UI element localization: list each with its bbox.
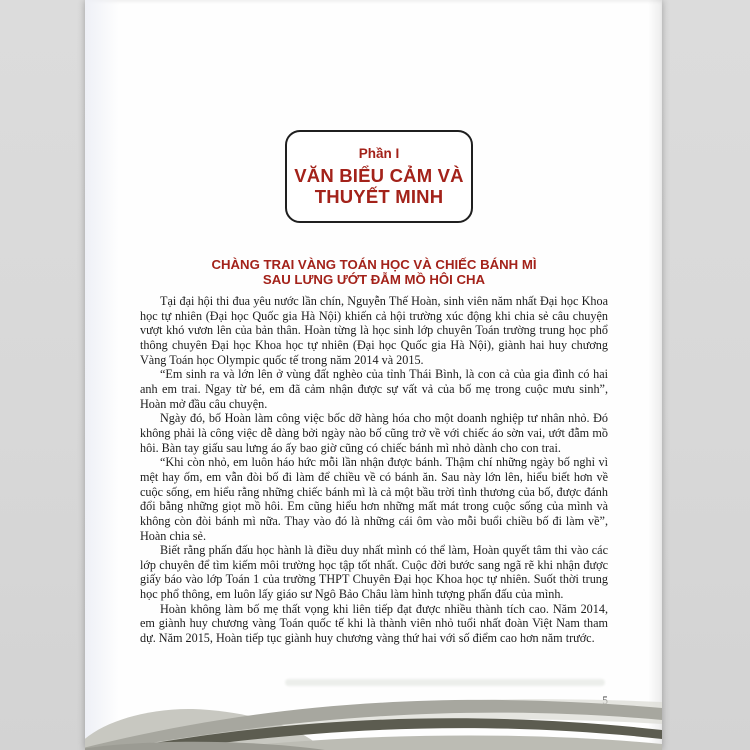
part-badge-title-line1: VĂN BIỂU CẢM VÀ bbox=[294, 164, 464, 186]
article-paragraph: “Khi còn nhỏ, em luôn háo hức mỗi lần nhận được bánh. Thậm chí những ngày bố nghỉ vì mệt hay ốm, em vẫn đòi bố đi làm để chiều về có bánh ăn. Sau này lớn lên, hiểu biết hơn về cuộc sống, em hiểu rằng những chiếc bánh mì là cả một bầu trời tình thương của bố, được đánh đổi bằng những giọt mồ hôi. Em cũng hiểu hơn những mất mát trong cuộc sống của mình và không còn đòi bánh mì nữa. Thay vào đó là những cái ôm vào mỗi buổi chiều bố đi làm về”, Hoàn chia sẻ. bbox=[140, 455, 608, 543]
article-title bbox=[140, 257, 608, 287]
article-paragraph: Tại đại hội thi đua yêu nước lần chín, Nguyễn Thế Hoàn, sinh viên năm nhất Đại học Khoa học tự nhiên (Đại học Quốc gia Hà Nội) khiến cả hội trường xúc động khi chia sẻ câu chuyện vượt khó vươn lên của bản thân. Hoàn từng là học sinh lớp chuyên Toán trường trung học phổ thông chuyên Đại học Khoa học tự nhiên (Đại học Quốc gia Hà Nội), giành hai huy chương Vàng Toán học Olympic quốc tế trong năm 2014 và 2015. bbox=[140, 294, 608, 367]
article-paragraph: Biết rằng phấn đấu học hành là điều duy nhất mình có thể làm, Hoàn quyết tâm thi vào các lớp chuyên để tìm kiếm môi trường học tập tốt nhất. Cuộc đời bước sang ngã rẽ khi nhận được giấy báo vào lớp Toán 1 của trường THPT Chuyên Đại học Khoa học tự nhiên. Suốt thời trung học phổ thông, em luôn lấy giáo sư Ngô Bảo Châu làm hình tượng phấn đấu của mình. bbox=[140, 543, 608, 602]
article-title-line1: CHÀNG TRAI VÀNG TOÁN HỌC VÀ CHIẾC BÁNH MÌ bbox=[211, 257, 537, 272]
part-badge-kicker: Phần I bbox=[358, 145, 400, 161]
article-title-line2: SAU LƯNG ƯỚT ĐẪM MỒ HÔI CHA bbox=[262, 272, 486, 287]
page-right-edge-shadow bbox=[648, 0, 662, 750]
part-badge-title-line2: THUYẾT MINH bbox=[314, 186, 444, 207]
part-badge bbox=[285, 130, 473, 223]
bottom-swoosh-graphic bbox=[85, 678, 662, 750]
page-left-edge-sheen bbox=[85, 0, 119, 750]
article-paragraph: Ngày đó, bố Hoàn làm công việc bốc dỡ hàng hóa cho một doanh nghiệp tư nhân nhỏ. Đó không phải là công việc dễ dàng bởi ngày nào bố cũng trở về với chiếc áo sờn vai, ướt đẫm mồ hôi. Bàn tay giấu sau lưng áo ấy bao giờ cũng có chiếc bánh mì nhỏ dành cho con trai. bbox=[140, 411, 608, 455]
book-page bbox=[85, 0, 662, 750]
article-paragraph: Hoàn không làm bố mẹ thất vọng khi liên tiếp đạt được nhiều thành tích cao. Năm 2014, em giành huy chương vàng Toán quốc tế khi là thành viên nhỏ tuổi nhất đoàn Việt Nam tham dự. Năm 2015, Hoàn tiếp tục giành huy chương vàng thứ hai với số điểm cao hơn năm trước. bbox=[140, 601, 608, 646]
article-content bbox=[140, 257, 608, 646]
article-paragraph: “Em sinh ra và lớn lên ở vùng đất nghèo của tỉnh Thái Bình, là con cả của gia đình có hai anh em trai. Ngay từ bé, em đã cảm nhận được sự vất vả của bố mẹ trong cuộc mưu sinh”, Hoàn mở đầu câu chuyện. bbox=[140, 367, 608, 411]
